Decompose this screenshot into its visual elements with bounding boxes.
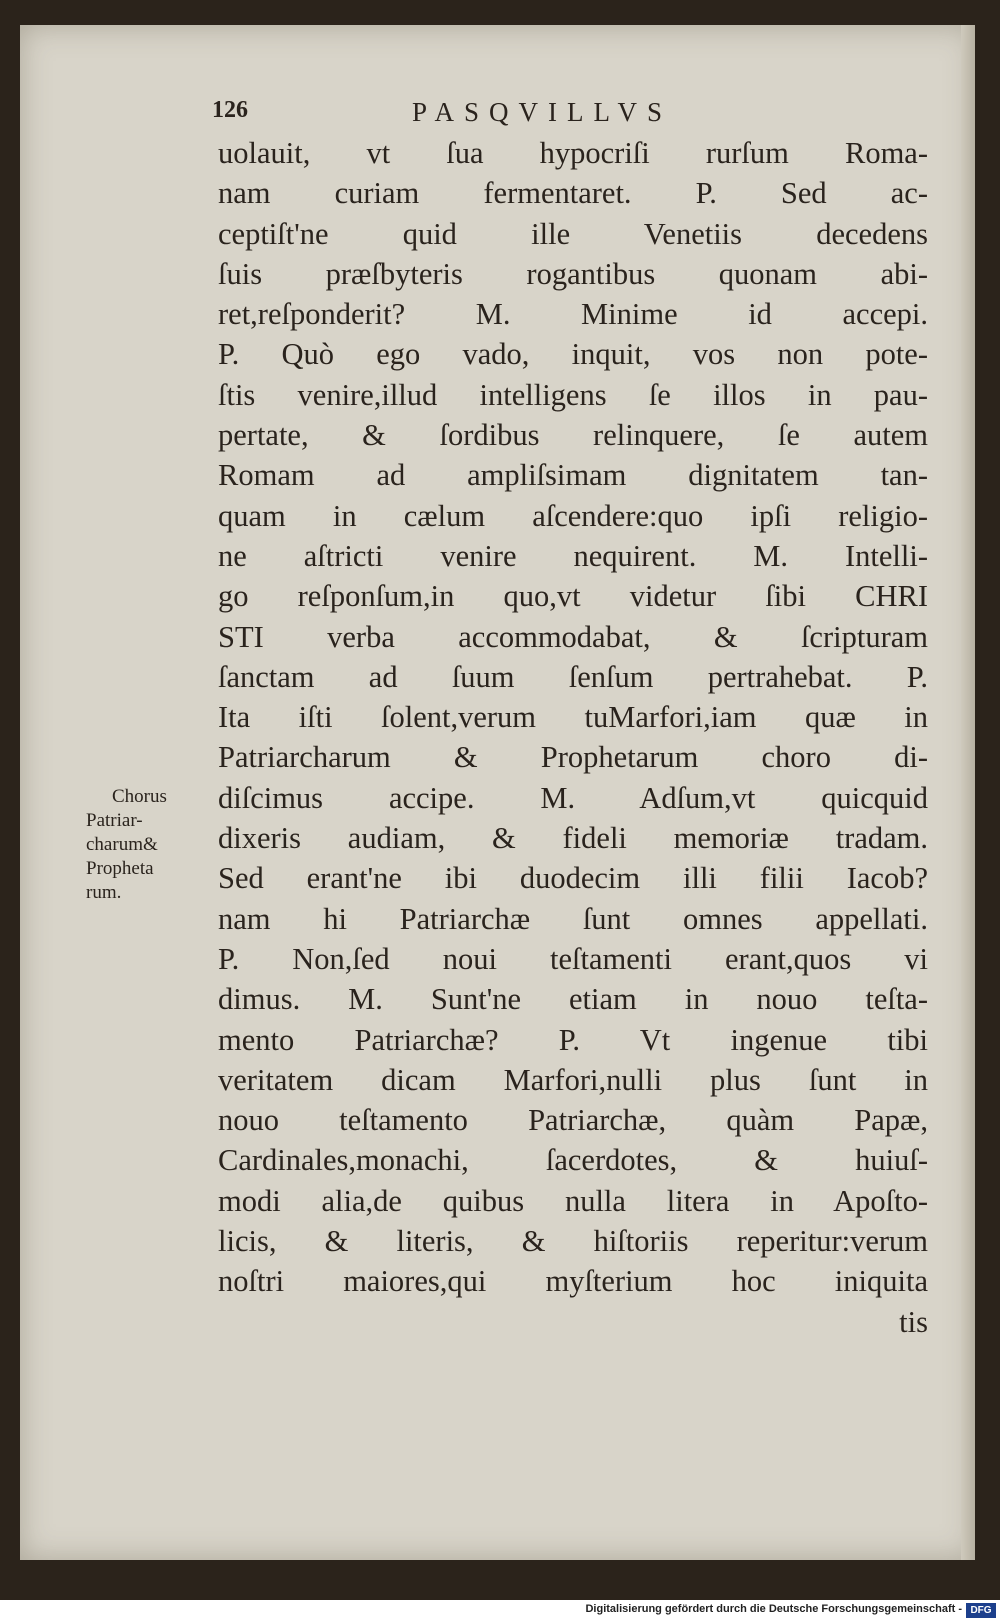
dfg-logo: DFG (966, 1603, 996, 1618)
text-line: Sed erant'ne ibi duodecim illi filii Iacob? (218, 861, 928, 896)
text-line: ceptiſt'ne quid ille Venetiis decedens (218, 216, 928, 251)
text-line: dimus. M. Sunt'ne etiam in nouo teſta- (218, 982, 928, 1017)
text-line: mento Patriarchæ? P. Vt ingenue tibi (218, 1022, 928, 1057)
text-line: dixeris audiam, & fideli memoriæ tradam. (218, 821, 928, 856)
page-header (212, 97, 772, 137)
funding-notice: Digitalisierung gefördert durch die Deutsche Forschungsgemeinschaft - (585, 1603, 962, 1615)
margin-note-line: Chorus (112, 786, 167, 807)
margin-note-line: charum& (86, 834, 158, 855)
text-line: nam hi Patriarchæ ſunt omnes appellati. (218, 901, 928, 936)
margin-note-line: Patriar- (86, 810, 143, 831)
text-line: noſtri maiores,qui myſterium hoc iniquita (218, 1264, 928, 1299)
text-line: P. Non,ſed noui teſtamenti erant,quos vi (218, 941, 928, 976)
text-line: pertate, & ſordibus relinquere, ſe autem (218, 418, 928, 453)
text-line: licis, & literis, & hiſtoriis reperitur:verum (218, 1224, 928, 1259)
text-line: ne aſtricti venire nequirent. M. Intelli- (218, 538, 928, 573)
margin-note-line: Propheta (86, 858, 154, 879)
text-line: Ita iſti ſolent,verum tuMarfori,iam quæ in (218, 700, 928, 735)
text-line: quam in cælum aſcendere:quo ipſi religio- (218, 498, 928, 533)
page-number: 126 (212, 97, 248, 123)
margin-note-line: rum. (86, 882, 122, 903)
text-line: ſtis venire,illud intelligens ſe illos in pau- (218, 377, 928, 412)
body-text (218, 133, 928, 1342)
text-line: nam curiam fermentaret. P. Sed ac- (218, 176, 928, 211)
text-line: ſanctam ad ſuum ſenſum pertrahebat. P. (218, 659, 928, 694)
text-line: diſcimus accipe. M. Adſum,vt quicquid (218, 780, 928, 815)
text-line: nouo teſtamento Patriarchæ, quàm Papæ, (218, 1103, 928, 1138)
text-line: Cardinales,monachi, ſacerdotes, & huiuſ- (218, 1143, 928, 1178)
text-line: Romam ad ampliſsimam dignitatem tan- (218, 458, 928, 493)
text-line: P. Quò ego vado, inquit, vos non pote- (218, 337, 928, 372)
text-line: ſuis præſbyteris rogantibus quonam abi- (218, 256, 928, 291)
text-line: veritatem dicam Marfori,nulli plus ſunt in (218, 1062, 928, 1097)
text-line: STI verba accommodabat, & ſcripturam (218, 619, 928, 654)
catchword: tis (899, 1304, 928, 1339)
margin-note (86, 785, 216, 905)
page-edge (961, 25, 975, 1560)
book-page (20, 25, 975, 1560)
text-line: Patriarcharum & Prophetarum choro di- (218, 740, 928, 775)
running-head: PASQVILLVS (412, 97, 673, 127)
text-line: modi alia,de quibus nulla litera in Apoſto- (218, 1183, 928, 1218)
footer-bar (0, 1600, 1000, 1622)
text-line: ret,reſponderit? M. Minime id accepi. (218, 297, 928, 332)
text-line: uolauit, vt ſua hypocriſi rurſum Roma- (218, 136, 928, 170)
text-line: go reſponſum,in quo,vt videtur ſibi CHRI (218, 579, 928, 614)
